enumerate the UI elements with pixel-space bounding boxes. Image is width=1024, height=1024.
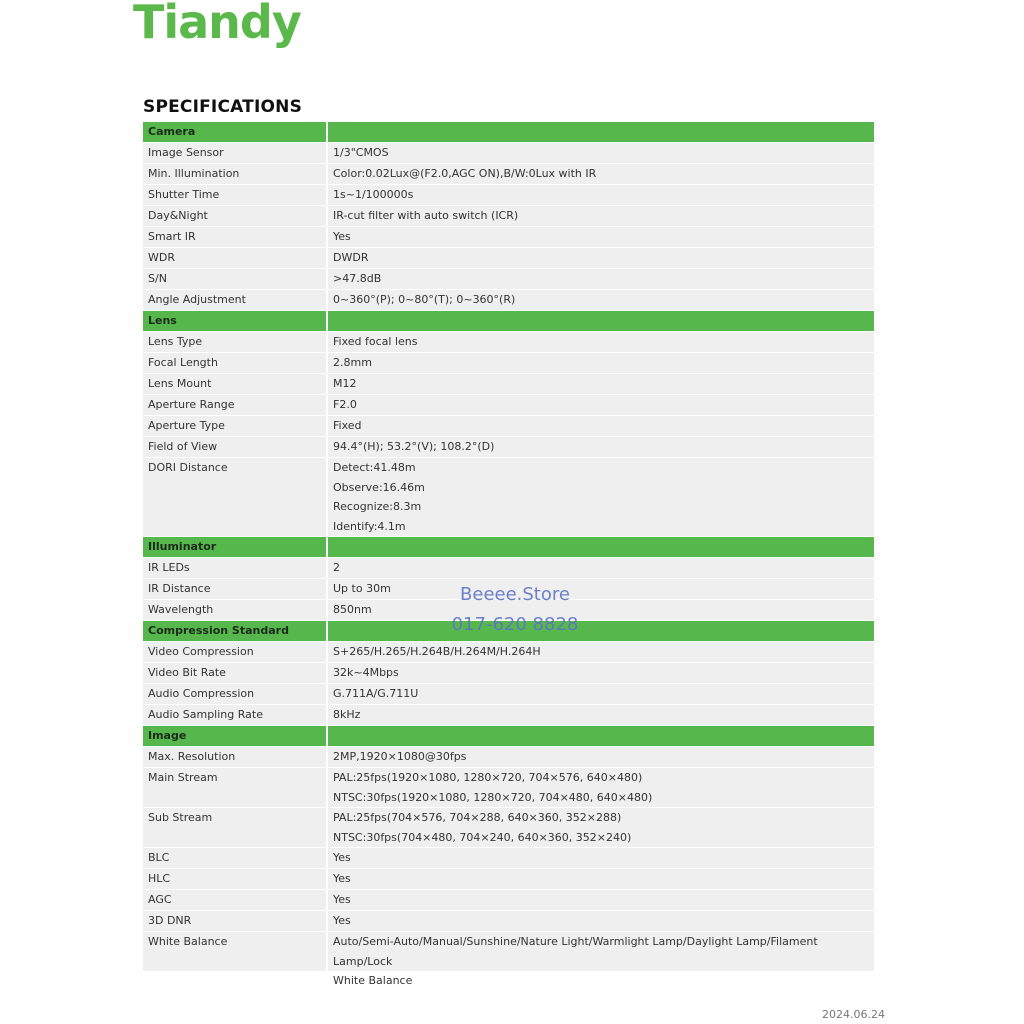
section-header-fill	[326, 122, 874, 142]
spec-row	[143, 768, 874, 808]
spec-value-line: 2.8mm	[333, 356, 372, 369]
spec-label: Max. Resolution	[148, 750, 236, 763]
spec-value	[326, 416, 874, 436]
spec-value	[326, 143, 874, 163]
section-header-fill	[326, 621, 874, 641]
spec-label: Audio Sampling Rate	[148, 708, 263, 721]
spec-value-line: Detect:41.48m	[333, 461, 416, 474]
spec-row	[143, 143, 874, 164]
spec-value	[326, 642, 874, 662]
spec-label: Main Stream	[148, 771, 218, 784]
spec-row	[143, 890, 874, 911]
tiandy-logo: Tiandy	[133, 0, 301, 49]
spec-label: IR Distance	[148, 582, 211, 595]
document-date: 2024.06.24	[822, 1008, 885, 1021]
spec-value	[326, 290, 874, 310]
spec-value	[326, 747, 874, 767]
watermark-phone: 017-620 8828	[451, 614, 579, 635]
spec-value	[326, 600, 874, 620]
spec-value	[326, 353, 874, 373]
section-header	[143, 537, 874, 558]
spec-label: White Balance	[148, 935, 228, 948]
spec-value	[326, 932, 874, 987]
spec-value	[326, 890, 874, 910]
spec-value-line: Auto/Semi-Auto/Manual/Sunshine/Nature Light/Warmlight Lamp/Daylight Lamp/Filament Lamp/Lock	[333, 935, 818, 968]
spec-value	[326, 332, 874, 352]
section-header	[143, 726, 874, 747]
spec-value	[326, 705, 874, 725]
spec-label: Lens Type	[148, 335, 203, 348]
spec-row	[143, 353, 874, 374]
spec-label: Lens Mount	[148, 377, 212, 390]
spec-value-line: F2.0	[333, 398, 357, 411]
spec-label: Day&Night	[148, 209, 208, 222]
spec-value	[326, 558, 874, 578]
spec-label: Shutter Time	[148, 188, 220, 201]
spec-value-line: Color:0.02Lux@(F2.0,AGC ON),B/W:0Lux with IR	[333, 167, 597, 180]
spec-value-line: Yes	[333, 893, 351, 906]
spec-value	[326, 395, 874, 415]
spec-value-line: 2MP,1920×1080@30fps	[333, 750, 467, 763]
section-header-fill	[326, 311, 874, 331]
spec-value-line: Yes	[333, 872, 351, 885]
spec-label: Video Bit Rate	[148, 666, 226, 679]
spec-row	[143, 869, 874, 890]
spec-value-line: Yes	[333, 851, 351, 864]
spec-row	[143, 332, 874, 353]
section-title: Illuminator	[148, 540, 217, 553]
spec-label: Field of View	[148, 440, 218, 453]
spec-row	[143, 808, 874, 848]
spec-row	[143, 747, 874, 768]
spec-label: BLC	[148, 851, 170, 864]
spec-label: Wavelength	[148, 603, 214, 616]
spec-label: Image Sensor	[148, 146, 224, 159]
spec-value-line: Observe:16.46m	[333, 480, 425, 494]
spec-value-line: M12	[333, 377, 357, 390]
spec-label: Aperture Type	[148, 419, 225, 432]
spec-value-line: PAL:25fps(1920×1080, 1280×720, 704×576, 640×480)	[333, 771, 643, 784]
spec-row	[143, 185, 874, 206]
spec-value	[326, 458, 874, 536]
spec-label: AGC	[148, 893, 172, 906]
section-title: Image	[148, 729, 187, 742]
store-watermark	[450, 580, 580, 640]
spec-value-line: NTSC:30fps(704×480, 704×240, 640×360, 352×240)	[333, 830, 632, 844]
section-header	[143, 311, 874, 332]
spec-value-line: 32k~4Mbps	[333, 666, 399, 679]
spec-row	[143, 269, 874, 290]
spec-value-line: 1s~1/100000s	[333, 188, 414, 201]
spec-row	[143, 374, 874, 395]
section-title: Camera	[148, 125, 196, 138]
spec-table	[143, 122, 874, 987]
spec-value	[326, 374, 874, 394]
spec-value	[326, 206, 874, 226]
watermark-store-name: Beeee.Store	[460, 584, 570, 605]
spec-label: S/N	[148, 272, 167, 285]
section-title: Compression Standard	[148, 624, 289, 637]
spec-value	[326, 227, 874, 247]
spec-value-line: DWDR	[333, 251, 369, 264]
spec-row	[143, 248, 874, 269]
spec-value-line: Yes	[333, 914, 351, 927]
spec-label: Video Compression	[148, 645, 254, 658]
spec-label: Min. Illumination	[148, 167, 240, 180]
spec-row	[143, 848, 874, 869]
spec-value-line: >47.8dB	[333, 272, 382, 285]
spec-value	[326, 869, 874, 889]
spec-value	[326, 808, 874, 847]
spec-value-line: Up to 30m	[333, 582, 391, 595]
spec-value-line: Fixed focal lens	[333, 335, 418, 348]
spec-row	[143, 416, 874, 437]
section-header-fill	[326, 537, 874, 557]
section-title: Lens	[148, 314, 177, 327]
spec-value	[326, 768, 874, 807]
spec-value	[326, 185, 874, 205]
spec-value-line: 8kHz	[333, 708, 361, 721]
section-header	[143, 122, 874, 143]
spec-value	[326, 248, 874, 268]
spec-value	[326, 911, 874, 931]
spec-value-line: IR-cut filter with auto switch (ICR)	[333, 209, 519, 222]
page-title: SPECIFICATIONS	[143, 97, 303, 117]
spec-value	[326, 164, 874, 184]
spec-row	[143, 227, 874, 248]
spec-value-line: S+265/H.265/H.264B/H.264M/H.264H	[333, 645, 541, 658]
spec-row	[143, 290, 874, 311]
spec-value-line: White Balance	[333, 974, 413, 987]
spec-label: DORI Distance	[148, 461, 228, 474]
spec-label: Aperture Range	[148, 398, 235, 411]
spec-row	[143, 395, 874, 416]
spec-label: Focal Length	[148, 356, 218, 369]
spec-value-line: NTSC:30fps(1920×1080, 1280×720, 704×480, 640×480)	[333, 790, 653, 804]
spec-value-line: PAL:25fps(704×576, 704×288, 640×360, 352×288)	[333, 811, 622, 824]
spec-label: Sub Stream	[148, 811, 213, 824]
spec-label: HLC	[148, 872, 171, 885]
spec-value	[326, 269, 874, 289]
spec-value	[326, 684, 874, 704]
spec-value-line: 850nm	[333, 603, 372, 616]
spec-row	[143, 705, 874, 726]
spec-value	[326, 437, 874, 457]
spec-value-line: Yes	[333, 230, 351, 243]
spec-label: WDR	[148, 251, 175, 264]
spec-label: Smart IR	[148, 230, 196, 243]
spec-row	[143, 206, 874, 227]
spec-row	[143, 932, 874, 987]
spec-value-line: Identify:4.1m	[333, 519, 406, 533]
spec-value-line: G.711A/G.711U	[333, 687, 419, 700]
spec-row	[143, 164, 874, 185]
spec-row	[143, 642, 874, 663]
spec-row	[143, 663, 874, 684]
spec-row	[143, 558, 874, 579]
spec-label: IR LEDs	[148, 561, 190, 574]
spec-value-line: 0~360°(P); 0~80°(T); 0~360°(R)	[333, 293, 516, 306]
spec-value	[326, 848, 874, 868]
spec-value-line: 2	[333, 561, 340, 574]
section-header-fill	[326, 726, 874, 746]
spec-value-line: 94.4°(H); 53.2°(V); 108.2°(D)	[333, 440, 495, 453]
spec-label: 3D DNR	[148, 914, 192, 927]
spec-row	[143, 684, 874, 705]
spec-value-line: Fixed	[333, 419, 362, 432]
spec-value-line: 1/3"CMOS	[333, 146, 389, 159]
spec-label: Angle Adjustment	[148, 293, 246, 306]
spec-value	[326, 579, 874, 599]
spec-row	[143, 911, 874, 932]
spec-value-line: Recognize:8.3m	[333, 500, 422, 513]
spec-row	[143, 458, 874, 537]
spec-value	[326, 663, 874, 683]
spec-label: Audio Compression	[148, 687, 255, 700]
spec-row	[143, 437, 874, 458]
